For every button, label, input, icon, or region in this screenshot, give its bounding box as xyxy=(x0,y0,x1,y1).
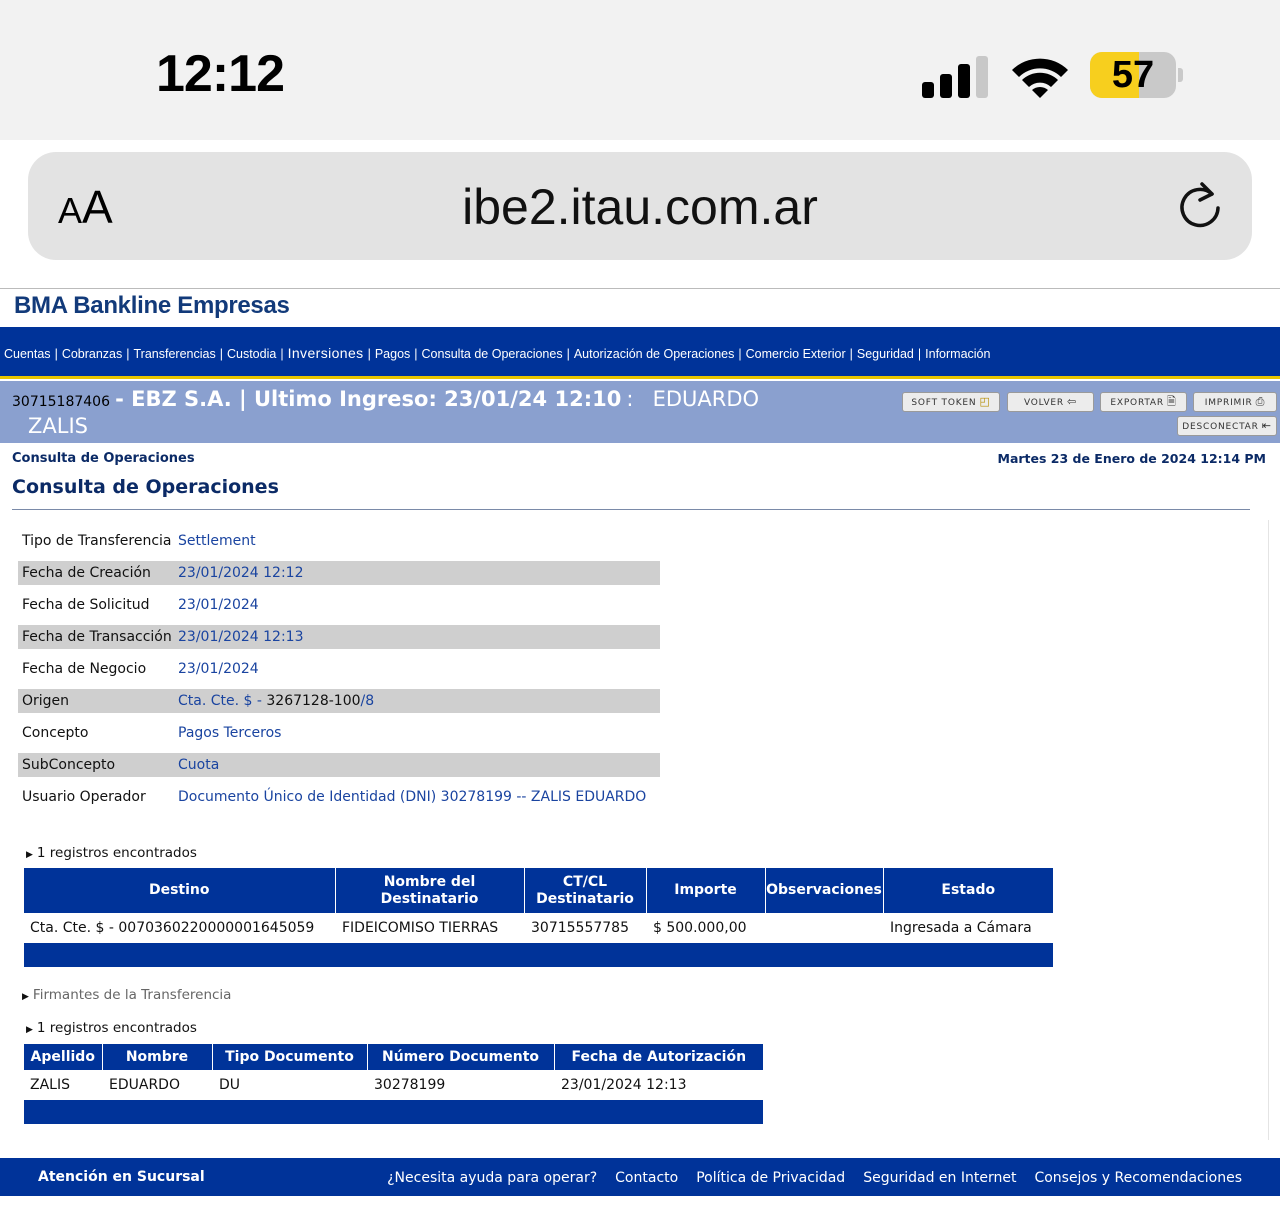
menu-separator: | xyxy=(414,347,418,361)
menu-separator: | xyxy=(126,347,130,361)
user-last-name: ZALIS xyxy=(28,414,88,438)
soft-token-label: SOFT TOKEN xyxy=(911,398,977,408)
detail-row-tipo xyxy=(18,525,660,557)
column-header-nombre: Nombre xyxy=(102,1044,212,1070)
cell-importe: $ 500.000,00 xyxy=(653,920,747,936)
company-cuit: 30715187406 xyxy=(12,394,110,410)
detail-row-origen xyxy=(18,685,660,717)
destinos-table xyxy=(24,868,1053,967)
cell-destino: Cta. Cte. $ - 0070360220000001645059 xyxy=(30,920,315,936)
detail-value: 23/01/2024 12:13 xyxy=(178,625,660,649)
text-size-button[interactable]: AA xyxy=(58,181,113,233)
detail-label: Usuario Operador xyxy=(22,789,146,805)
desconectar-button[interactable] xyxy=(1177,416,1277,436)
detail-row-subconcepto xyxy=(18,749,660,781)
user-info xyxy=(12,387,759,411)
menu-item-pagos[interactable]: Pagos xyxy=(374,347,411,361)
desconectar-label: DESCONECTAR xyxy=(1182,422,1259,432)
column-header-estado: Estado xyxy=(883,868,1053,913)
menu-item-inversiones[interactable]: Inversiones xyxy=(287,345,364,361)
battery-icon xyxy=(1090,52,1176,98)
user-first-name: EDUARDO xyxy=(652,387,760,411)
title-divider xyxy=(12,509,1250,510)
footer-link-seguridad[interactable]: Seguridad en Internet xyxy=(863,1170,1017,1186)
menu-item-transferencias[interactable]: Transferencias xyxy=(133,347,216,361)
detail-row-concepto xyxy=(18,717,660,749)
column-header-fecha-autorizacion: Fecha de Autorización xyxy=(554,1044,763,1070)
page-title: Consulta de Operaciones xyxy=(12,476,279,498)
cell-estado: Ingresada a Cámara xyxy=(890,920,1032,936)
imprimir-button[interactable] xyxy=(1193,392,1277,412)
url-text[interactable]: ibe2.itau.com.ar xyxy=(462,179,818,235)
column-header-nombre-destinatario: Nombre del Destinatario xyxy=(335,868,524,913)
user-separator: : xyxy=(626,387,634,411)
main-menu xyxy=(4,345,990,361)
column-header-observaciones: Observaciones xyxy=(765,868,883,913)
cell-apellido: ZALIS xyxy=(30,1077,70,1093)
detail-value: 23/01/2024 12:12 xyxy=(178,561,660,585)
column-header-importe: Importe xyxy=(646,868,765,913)
column-header-apellido: Apellido xyxy=(24,1044,102,1070)
records-label: 1 registros encontrados xyxy=(36,845,197,861)
footer-links xyxy=(369,1170,1242,1186)
table-footer-row xyxy=(24,943,1053,967)
table-row xyxy=(24,913,1053,943)
detail-row-negocio xyxy=(18,653,660,685)
menu-item-autorizacion-operaciones[interactable]: Autorización de Operaciones xyxy=(573,347,735,361)
reload-icon[interactable] xyxy=(1172,178,1228,234)
detail-label: Tipo de Transferencia xyxy=(22,533,172,549)
detail-label: Fecha de Transacción xyxy=(18,625,178,649)
detail-value: Cuota xyxy=(178,753,660,777)
menu-separator: | xyxy=(280,347,284,361)
detail-value: Pagos Terceros xyxy=(178,725,282,741)
detail-label: Fecha de Negocio xyxy=(22,661,147,677)
menu-item-seguridad[interactable]: Seguridad xyxy=(856,347,914,361)
back-arrow-icon: ⇦ xyxy=(1066,395,1078,408)
menu-separator: | xyxy=(367,347,371,361)
detail-row-creacion xyxy=(18,557,660,589)
column-header-destino: Destino xyxy=(24,868,335,913)
cell-nombre: EDUARDO xyxy=(109,1077,180,1093)
column-header-tipo-documento: Tipo Documento xyxy=(212,1044,367,1070)
menu-item-cuentas[interactable]: Cuentas xyxy=(4,347,51,361)
detail-row-usuario xyxy=(18,781,660,813)
menu-separator: | xyxy=(849,347,853,361)
expand-triangle-icon: ▶ xyxy=(26,850,33,860)
table-row xyxy=(24,1070,763,1100)
table-header-row xyxy=(24,868,1053,913)
footer-link-contacto[interactable]: Contacto xyxy=(615,1170,679,1186)
cell-nombre-destinatario: FIDEICOMISO TIERRAS xyxy=(342,920,499,936)
firmantes-section-toggle[interactable] xyxy=(22,987,231,1003)
volver-button[interactable] xyxy=(1007,392,1094,412)
footer-link-consejos[interactable]: Consejos y Recomendaciones xyxy=(1034,1170,1242,1186)
menu-item-informacion[interactable]: Información xyxy=(925,347,991,361)
detail-row-transaccion xyxy=(18,621,660,653)
detail-label: SubConcepto xyxy=(18,753,178,777)
volver-label: VOLVER xyxy=(1023,398,1064,408)
menu-item-cobranzas[interactable]: Cobranzas xyxy=(61,347,123,361)
company-last-login: - EBZ S.A. | Ultimo Ingreso: 23/01/24 12:10 xyxy=(115,387,622,411)
footer-atencion-sucursal[interactable]: Atención en Sucursal xyxy=(38,1169,205,1185)
menu-separator: | xyxy=(738,347,742,361)
cell-numero-documento: 30278199 xyxy=(374,1077,446,1093)
menu-separator: | xyxy=(917,347,922,361)
brand-logo: BMA Bankline Empresas xyxy=(14,292,290,319)
status-time: 12:12 xyxy=(156,45,284,103)
logout-icon: ⇤ xyxy=(1261,419,1272,432)
detail-value: Settlement xyxy=(178,533,256,549)
detail-label: Fecha de Solicitud xyxy=(22,597,150,613)
cell-ctcl-destinatario: 30715557785 xyxy=(531,920,629,936)
origen-account-type: Cta. Cte. $ - xyxy=(178,693,262,709)
battery-percent: 57 xyxy=(1111,54,1155,96)
detail-label: Origen xyxy=(18,689,178,713)
cell-fecha-autorizacion: 23/01/2024 12:13 xyxy=(561,1077,687,1093)
current-date: Martes 23 de Enero de 2024 12:14 PM xyxy=(997,451,1266,466)
detail-label: Concepto xyxy=(22,725,89,741)
detail-value: 23/01/2024 xyxy=(178,597,259,613)
origen-account-number: 3267128-100 xyxy=(266,693,361,709)
menu-separator: | xyxy=(219,347,223,361)
menu-item-consulta-operaciones[interactable]: Consulta de Operaciones xyxy=(421,347,563,361)
imprimir-label: IMPRIMIR xyxy=(1204,398,1253,408)
exportar-label: EXPORTAR xyxy=(1110,398,1164,408)
detail-row-solicitud xyxy=(18,589,660,621)
firmantes-records-count[interactable] xyxy=(26,1020,197,1036)
expand-triangle-icon: ▶ xyxy=(22,992,29,1002)
cellular-signal-icon xyxy=(922,52,992,98)
records-label: 1 registros encontrados xyxy=(36,1020,197,1036)
menu-item-comercio-exterior[interactable]: Comercio Exterior xyxy=(745,347,846,361)
firmantes-label: Firmantes de la Transferencia xyxy=(32,987,232,1003)
footer-link-privacidad[interactable]: Política de Privacidad xyxy=(696,1170,846,1186)
footer-link-ayuda[interactable]: ¿Necesita ayuda para operar? xyxy=(387,1170,598,1186)
cell-tipo-documento: DU xyxy=(219,1077,241,1093)
origen-account-suffix: /8 xyxy=(360,693,375,709)
operation-details xyxy=(18,525,660,813)
breadcrumb: Consulta de Operaciones xyxy=(12,451,195,466)
document-icon: 🗎 xyxy=(1166,395,1177,408)
soft-token-button[interactable] xyxy=(902,392,1000,412)
lock-icon: ◰ xyxy=(979,395,991,408)
menu-separator: | xyxy=(566,347,570,361)
menu-item-custodia[interactable]: Custodia xyxy=(226,347,277,361)
destinos-records-count[interactable] xyxy=(26,845,197,861)
table-footer-row xyxy=(24,1100,763,1124)
detail-value: 23/01/2024 xyxy=(178,661,259,677)
exportar-button[interactable] xyxy=(1100,392,1187,412)
table-header-row xyxy=(24,1044,763,1070)
column-header-ctcl-destinatario: CT/CL Destinatario xyxy=(524,868,646,913)
firmantes-table xyxy=(24,1044,763,1124)
detail-value: Documento Único de Identidad (DNI) 30278199 -- ZALIS EDUARDO xyxy=(178,789,647,805)
cell-observaciones xyxy=(765,913,883,943)
wifi-icon xyxy=(1008,54,1072,100)
detail-label: Fecha de Creación xyxy=(18,561,178,585)
expand-triangle-icon: ▶ xyxy=(26,1025,33,1035)
content-right-border xyxy=(1268,520,1269,1140)
printer-icon: ⎙ xyxy=(1255,395,1266,408)
column-header-numero-documento: Número Documento xyxy=(367,1044,554,1070)
battery-nub xyxy=(1178,68,1183,82)
menu-separator: | xyxy=(54,347,58,361)
detail-value xyxy=(178,689,660,713)
